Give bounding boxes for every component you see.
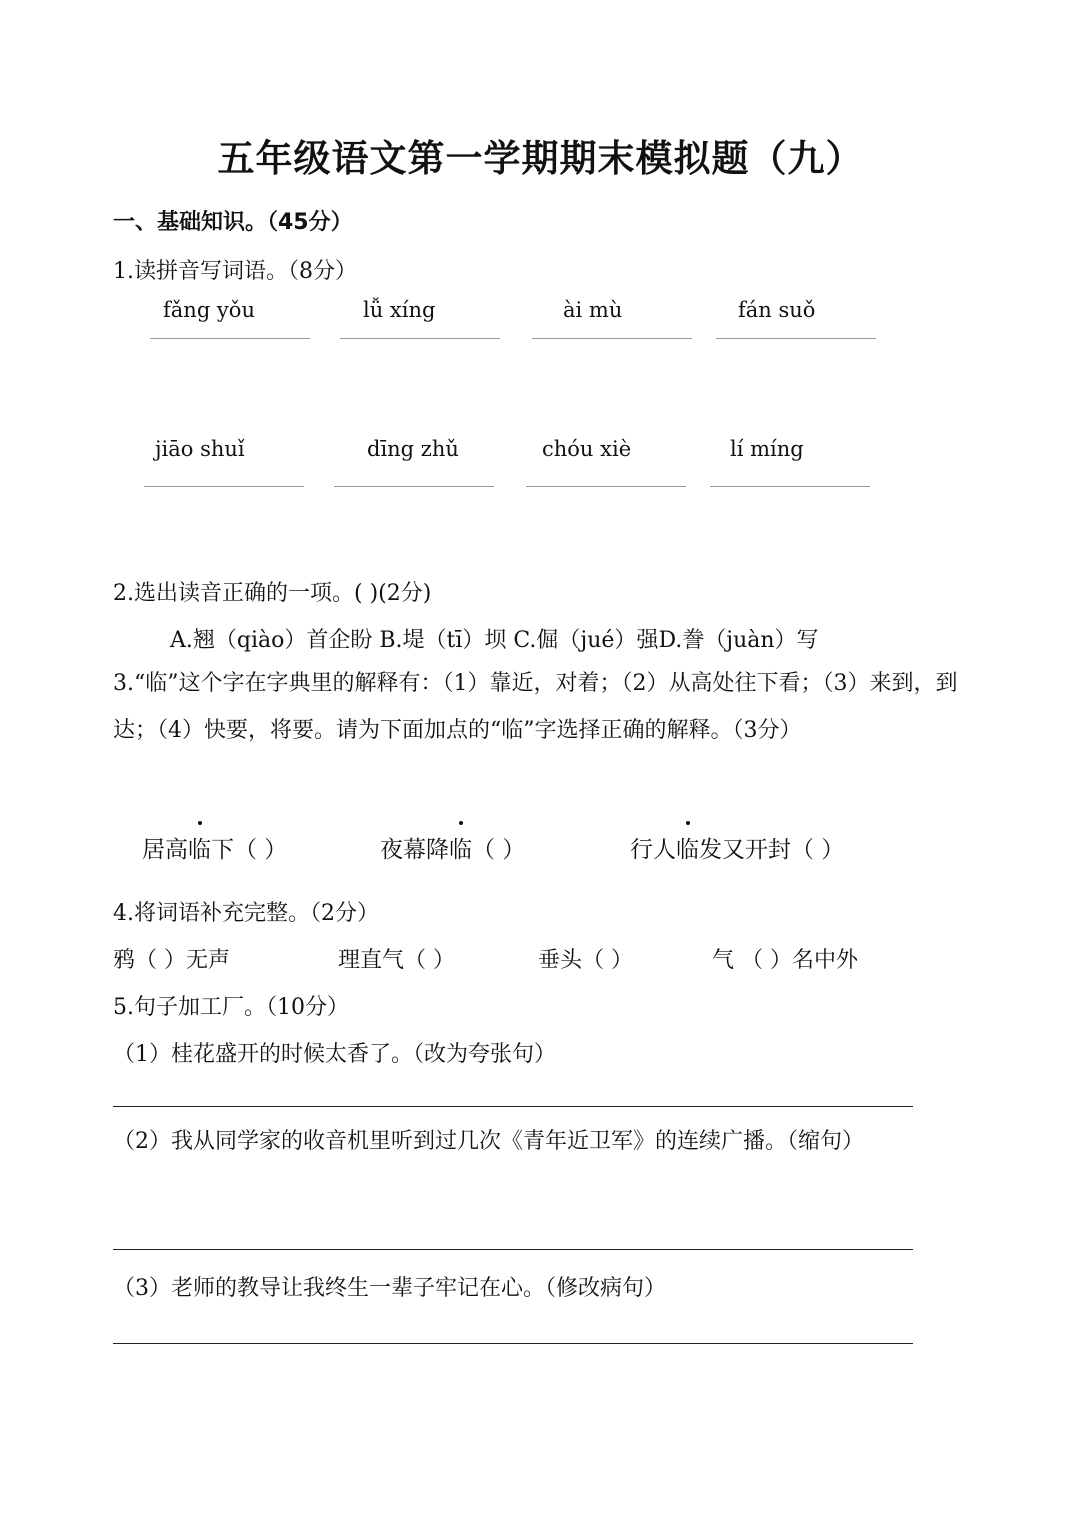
- pinyin-4: fán suǒ: [738, 298, 816, 322]
- q5-sentence-3: （3）老师的教导让我终生一辈子牢记在心。（修改病句）: [113, 1276, 666, 1301]
- pinyin-5: jiāo shuǐ: [155, 437, 245, 461]
- q4-item: 垂头（ ）: [538, 948, 633, 973]
- answer-line[interactable]: [716, 338, 876, 339]
- section-heading: 一、基础知识。（45分）: [113, 210, 353, 235]
- question-2-label: 2.选出读音正确的一项。( )(2分): [113, 581, 432, 606]
- answer-line[interactable]: [334, 486, 494, 487]
- pinyin-3: ài mù: [563, 298, 623, 322]
- question-2-options: A.翘（qiào）首企盼 B.堤（tī）坝 C.倔（jué）强D.誊（juàn）写: [170, 628, 819, 653]
- pinyin-1: fǎng yǒu: [163, 298, 255, 322]
- q4-item: 气 （ ）名中外: [712, 948, 858, 973]
- answer-line[interactable]: [144, 486, 304, 487]
- q3-item-1: 居高 临下（ ）: [142, 831, 287, 864]
- question-1-label: 1.读拼音写词语。（8分）: [113, 259, 357, 284]
- q5-sentence-1: （1）桂花盛开的时候太香了。（改为夸张句）: [113, 1042, 556, 1067]
- question-4-label: 4.将词语补充完整。（2分）: [113, 901, 379, 926]
- q3-item-2: 夜幕降 临（ ）: [380, 831, 525, 864]
- answer-line[interactable]: [113, 1106, 913, 1107]
- question-3-text: 3.“临”这个字在字典里的解释有：（1）靠近，对着；（2）从高处往下看；（3）来到，到达；（4）快要，将要。请为下面加点的“临”字选择正确的解释。（3分）: [113, 671, 958, 743]
- pinyin-7: chóu xiè: [542, 437, 632, 461]
- answer-line[interactable]: [526, 486, 686, 487]
- answer-line[interactable]: [340, 338, 500, 339]
- answer-line[interactable]: [150, 338, 310, 339]
- q3-item-3: 行人 临发又开封（ ）: [630, 831, 844, 864]
- page-title: 五年级语文第一学期期末模拟题（九）: [217, 137, 864, 180]
- pinyin-2: lǚ xíng: [363, 298, 436, 322]
- q4-item: 鸦（ ）无声: [113, 948, 230, 973]
- answer-line[interactable]: [113, 1249, 913, 1250]
- answer-line[interactable]: [532, 338, 692, 339]
- question-5-label: 5.句子加工厂。（10分）: [113, 995, 349, 1020]
- pinyin-6: dīng zhǔ: [367, 437, 459, 461]
- answer-line[interactable]: [113, 1343, 913, 1344]
- pinyin-8: lí míng: [730, 437, 804, 461]
- answer-line[interactable]: [710, 486, 870, 487]
- q4-item: 理直气（ ）: [338, 948, 455, 973]
- q5-sentence-2: （2）我从同学家的收音机里听到过几次《青年近卫军》的连续广播。（缩句）: [113, 1129, 864, 1154]
